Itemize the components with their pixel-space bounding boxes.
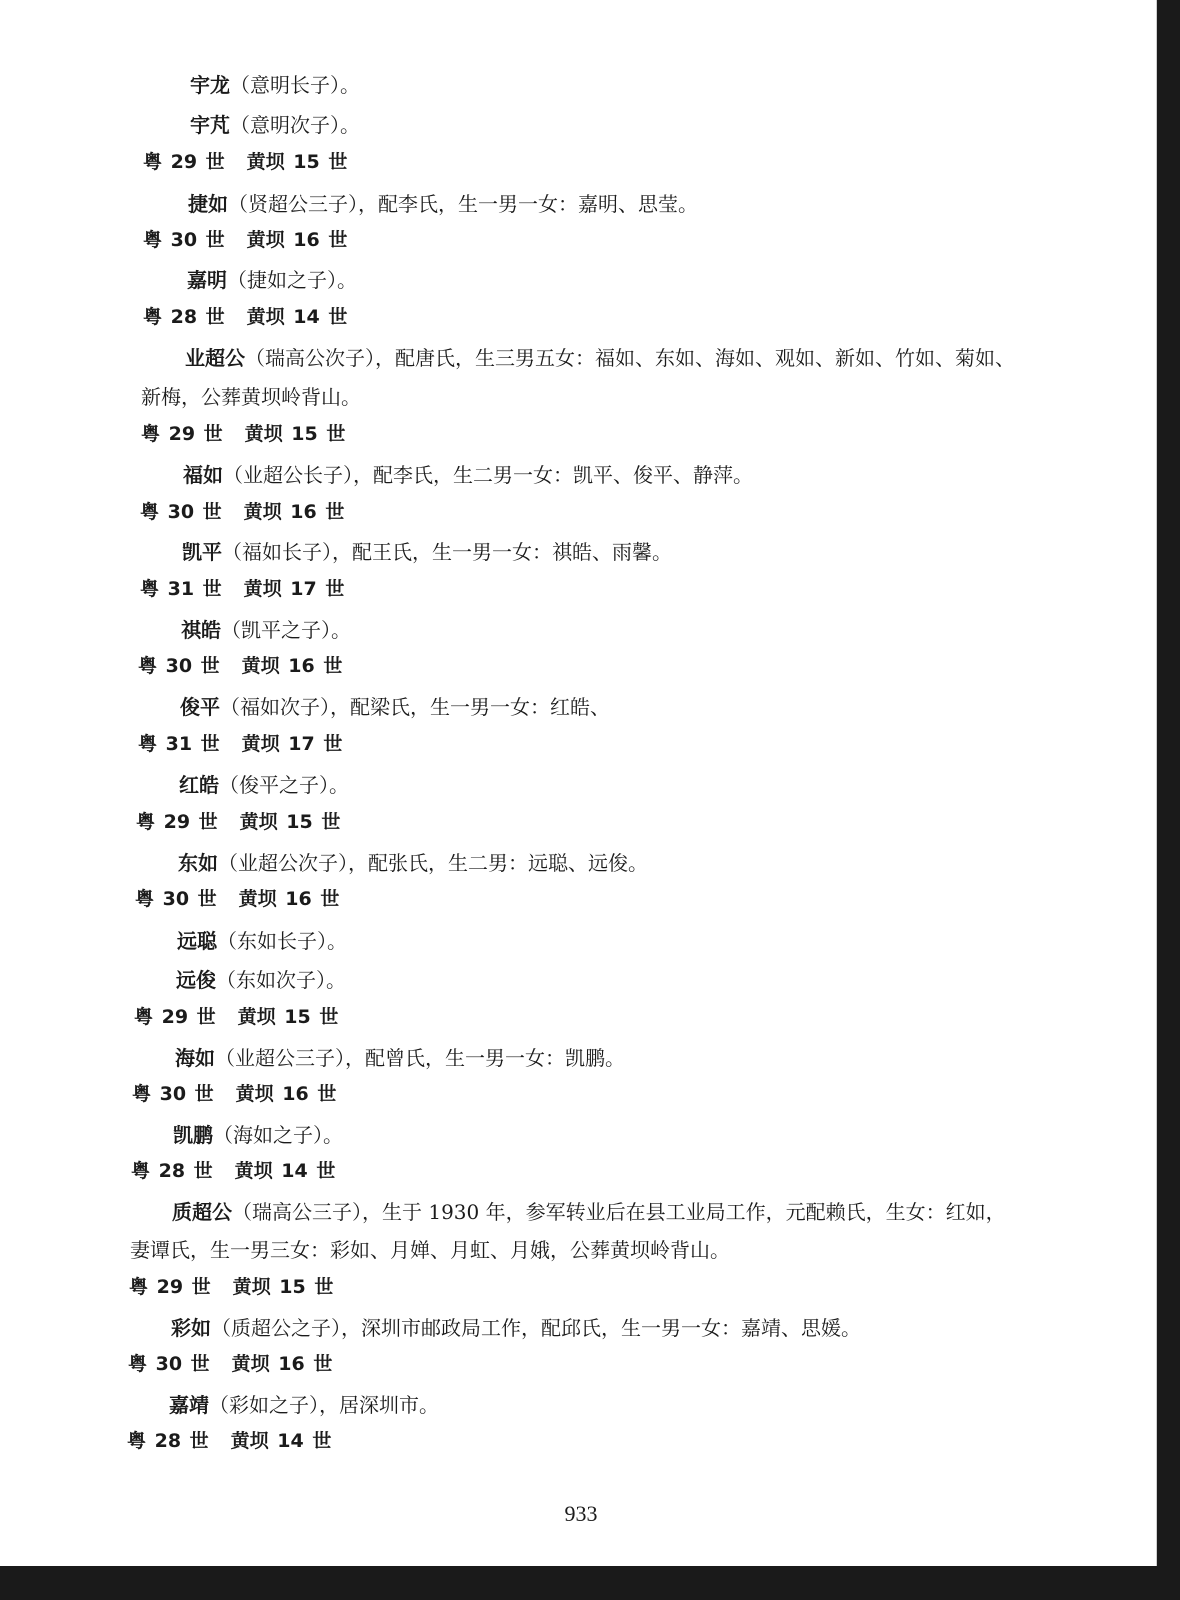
person-description: （俊平之子）。 [219, 773, 349, 797]
yue-generation: 粤 30 世 [143, 229, 225, 251]
generation-heading [143, 227, 347, 253]
yue-generation: 粤 29 世 [129, 1276, 211, 1298]
person-name: 福如 [183, 463, 223, 487]
person-entry [173, 1122, 343, 1148]
person-description: （质超公之子），深圳市邮政局工作，配邱氏，生一男一女：嘉靖、思媛。 [211, 1316, 861, 1340]
person-name: 俊平 [180, 695, 220, 719]
person-name: 嘉明 [187, 268, 227, 292]
huangba-generation: 黄坝 15 世 [244, 423, 346, 445]
continuation-text: 妻谭氏，生一男三女：彩如、月婵、月虹、月娥，公葬黄坝岭背山。 [130, 1238, 730, 1262]
generation-heading [135, 886, 339, 912]
yue-generation: 粤 29 世 [134, 1006, 216, 1028]
person-name: 宇芃 [190, 113, 230, 137]
person-entry [188, 191, 698, 217]
person-name: 祺皓 [181, 618, 221, 642]
person-name: 业超公 [185, 346, 245, 370]
person-entry [183, 462, 753, 488]
person-description: （意明次子）。 [230, 113, 360, 137]
person-entry [169, 1392, 439, 1418]
huangba-generation: 黄坝 14 世 [246, 306, 348, 328]
person-name: 凯平 [182, 540, 222, 564]
person-entry [171, 1315, 861, 1341]
generation-heading [136, 809, 340, 835]
person-name: 质超公 [172, 1200, 232, 1224]
person-name: 红皓 [179, 773, 219, 797]
yue-generation: 粤 28 世 [127, 1430, 209, 1452]
yue-generation: 粤 31 世 [138, 733, 220, 755]
yue-generation: 粤 30 世 [135, 888, 217, 910]
person-description: （东如长子）。 [217, 929, 347, 953]
generation-heading [134, 1004, 338, 1030]
person-description: （业超公次子），配张氏，生二男：远聪、远俊。 [218, 851, 648, 875]
person-description: （贤超公三子），配李氏，生一男一女：嘉明、思莹。 [228, 192, 698, 216]
huangba-generation: 黄坝 15 世 [239, 811, 341, 833]
generation-heading [140, 499, 344, 525]
person-entry [187, 267, 357, 293]
huangba-generation: 黄坝 17 世 [241, 733, 343, 755]
huangba-generation: 黄坝 15 世 [246, 151, 348, 173]
yue-generation: 粤 29 世 [141, 423, 223, 445]
person-entry [181, 617, 351, 643]
person-name: 远聪 [177, 929, 217, 953]
huangba-generation: 黄坝 15 世 [232, 1276, 334, 1298]
person-name: 嘉靖 [169, 1393, 209, 1417]
person-description: （捷如之子）。 [227, 268, 357, 292]
person-name: 彩如 [171, 1316, 211, 1340]
yue-generation: 粤 31 世 [140, 578, 222, 600]
person-description: （业超公长子），配李氏，生二男一女：凯平、俊平、静萍。 [223, 463, 753, 487]
person-entry [190, 72, 360, 98]
person-description: （凯平之子）。 [221, 618, 351, 642]
generation-heading [132, 1081, 336, 1107]
person-name: 凯鹏 [173, 1123, 213, 1147]
person-entry [185, 345, 1015, 371]
huangba-generation: 黄坝 17 世 [243, 578, 345, 600]
huangba-generation: 黄坝 16 世 [246, 229, 348, 251]
person-name: 宇龙 [190, 73, 230, 97]
person-description: （业超公三子），配曾氏，生一男一女：凯鹏。 [215, 1046, 625, 1070]
generation-heading [131, 1158, 335, 1184]
generation-heading [140, 576, 344, 602]
yue-generation: 粤 30 世 [140, 501, 222, 523]
person-name: 海如 [175, 1046, 215, 1070]
yue-generation: 粤 30 世 [138, 655, 220, 677]
yue-generation: 粤 28 世 [131, 1160, 213, 1182]
person-description: （东如次子）。 [216, 968, 346, 992]
person-description: （瑞高公次子），配唐氏，生三男五女：福如、东如、海如、观如、新如、竹如、菊如、 [245, 346, 1015, 370]
huangba-generation: 黄坝 14 世 [234, 1160, 336, 1182]
person-name: 东如 [178, 851, 218, 875]
person-entry [190, 112, 360, 138]
person-description: （海如之子）。 [213, 1123, 343, 1147]
huangba-generation: 黄坝 16 世 [231, 1353, 333, 1375]
person-description: （瑞高公三子），生于 1930 年，参军转业后在县工业局工作，元配赖氏，生女：红如， [232, 1200, 1006, 1224]
person-entry [182, 539, 672, 565]
person-description: （彩如之子），居深圳市。 [209, 1393, 439, 1417]
person-description: （福如长子），配王氏，生一男一女：祺皓、雨馨。 [222, 540, 672, 564]
yue-generation: 粤 30 世 [128, 1353, 210, 1375]
yue-generation: 粤 29 世 [143, 151, 225, 173]
person-entry [176, 967, 346, 993]
person-name: 捷如 [188, 192, 228, 216]
generation-heading [138, 653, 342, 679]
yue-generation: 粤 29 世 [136, 811, 218, 833]
huangba-generation: 黄坝 15 世 [237, 1006, 339, 1028]
person-description: （意明长子）。 [230, 73, 360, 97]
entry-continuation [141, 384, 361, 410]
person-name: 远俊 [176, 968, 216, 992]
page-number: 933 [564, 1501, 598, 1526]
generation-heading [141, 421, 345, 447]
person-entry [177, 928, 347, 954]
generation-heading [127, 1428, 331, 1454]
huangba-generation: 黄坝 16 世 [235, 1083, 337, 1105]
generation-heading [138, 731, 342, 757]
huangba-generation: 黄坝 14 世 [230, 1430, 332, 1452]
person-entry [178, 850, 648, 876]
person-description: （福如次子），配梁氏，生一男一女：红皓、 [220, 695, 610, 719]
huangba-generation: 黄坝 16 世 [243, 501, 345, 523]
yue-generation: 粤 30 世 [132, 1083, 214, 1105]
person-entry [180, 694, 610, 720]
generation-heading [128, 1351, 332, 1377]
continuation-text: 新梅，公葬黄坝岭背山。 [141, 385, 361, 409]
generation-heading [143, 149, 347, 175]
person-entry [172, 1199, 1006, 1225]
person-entry [175, 1045, 625, 1071]
entry-continuation [130, 1237, 730, 1263]
huangba-generation: 黄坝 16 世 [238, 888, 340, 910]
huangba-generation: 黄坝 16 世 [241, 655, 343, 677]
yue-generation: 粤 28 世 [143, 306, 225, 328]
person-entry [179, 772, 349, 798]
generation-heading [129, 1274, 333, 1300]
generation-heading [143, 304, 347, 330]
